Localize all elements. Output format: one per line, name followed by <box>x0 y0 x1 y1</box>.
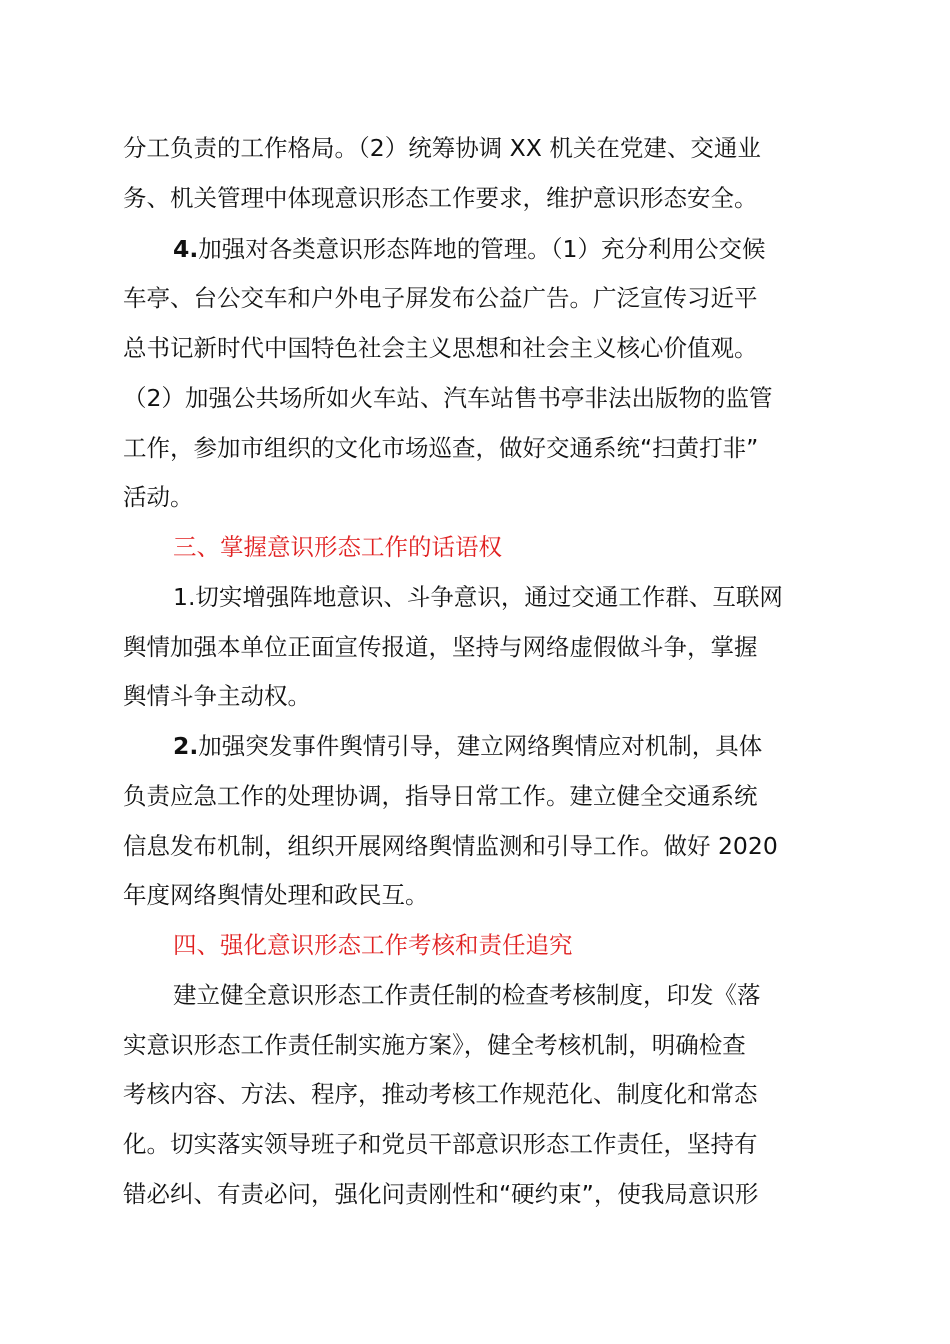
paragraph-3-line-1: 1.切实增强阵地意识、斗争意识，通过交通工作群、互联网 <box>173 583 783 611</box>
paragraph-2-line-5: 工作，参加市组织的文化市场巡查，做好交通系统“扫黄打非” <box>123 434 759 462</box>
section-heading-3: 三、掌握意识形态工作的话语权 <box>173 533 502 561</box>
paragraph-5-line-2: 实意识形态工作责任制实施方案》，健全考核机制，明确检查 <box>123 1031 746 1059</box>
paragraph-3-line-3: 舆情斗争主动权。 <box>123 682 311 710</box>
paragraph-2-number: 4. <box>173 235 199 263</box>
paragraph-4-line-1-text: 加强突发事件舆情引导，建立网络舆情应对机制，具体 <box>198 732 763 760</box>
paragraph-5-line-5: 错必纠、有责必问，强化问责刚性和“硬约束”，使我局意识形 <box>123 1180 759 1208</box>
paragraph-1-line-1: 分工负责的工作格局。（2）统筹协调 XX 机关在党建、交通业 <box>123 134 761 162</box>
paragraph-2-line-4: （2）加强公共场所如火车站、汽车站售书亭非法出版物的监管 <box>123 384 773 412</box>
paragraph-2-line-6: 活动。 <box>123 483 194 511</box>
paragraph-5-line-4: 化。切实落实领导班子和党员干部意识形态工作责任，坚持有 <box>123 1130 758 1158</box>
paragraph-2-line-1 <box>0 229 950 269</box>
paragraph-1-line-2: 务、机关管理中体现意识形态工作要求，维护意识形态安全。 <box>123 184 758 212</box>
paragraph-3-line-2: 舆情加强本单位正面宣传报道，坚持与网络虚假做斗争，掌握 <box>123 633 758 661</box>
paragraph-5-line-3: 考核内容、方法、程序，推动考核工作规范化、制度化和常态 <box>123 1080 758 1108</box>
paragraph-2-line-2: 车亭、台公交车和户外电子屏发布公益广告。广泛宣传习近平 <box>123 284 758 312</box>
paragraph-4-line-2: 负责应急工作的处理协调，指导日常工作。建立健全交通系统 <box>123 782 758 810</box>
paragraph-4-line-4: 年度网络舆情处理和政民互。 <box>123 881 429 909</box>
paragraph-5-line-1: 建立健全意识形态工作责任制的检查考核制度，印发《落 <box>173 981 761 1009</box>
paragraph-2-line-3: 总书记新时代中国特色社会主义思想和社会主义核心价值观。 <box>123 334 758 362</box>
paragraph-2-line-1-text: 加强对各类意识形态阵地的管理。（1）充分利用公交候 <box>198 235 766 263</box>
paragraph-4-line-3: 信息发布机制，组织开展网络舆情监测和引导工作。做好 2020 <box>123 832 778 860</box>
paragraph-4-line-1 <box>0 726 950 766</box>
paragraph-4-number: 2. <box>173 732 199 760</box>
section-heading-4: 四、强化意识形态工作考核和责任追究 <box>173 931 573 959</box>
